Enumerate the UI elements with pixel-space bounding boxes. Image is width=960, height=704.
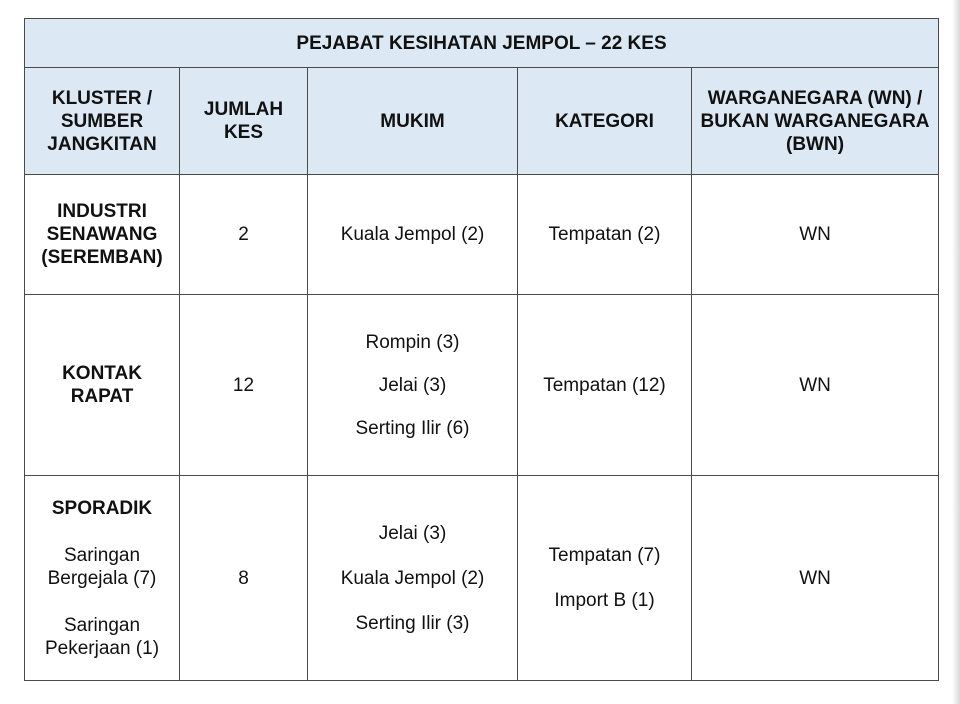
cell-mukim <box>308 175 518 295</box>
table-row <box>25 175 939 295</box>
cell-kluster <box>25 476 180 681</box>
mukim-entry: Rompin (3) <box>365 331 460 353</box>
table-title: PEJABAT KESIHATAN JEMPOL – 22 KES <box>25 19 939 68</box>
mukim-entry: Kuala Jempol (2) <box>340 567 485 589</box>
mukim-entry: Jelai (3) <box>378 522 447 544</box>
cell-wn: WN <box>692 175 939 295</box>
header-warganegara: WARGANEGARA (WN) / BUKAN WARGANEGARA (BWN) <box>692 68 939 175</box>
cell-jumlah: 12 <box>180 295 308 476</box>
cell-kluster: INDUSTRI SENAWANG (SEREMBAN) <box>25 175 180 295</box>
kluster-name: SPORADIK <box>51 497 153 519</box>
page-edge-shadow <box>952 0 960 704</box>
cell-kategori <box>518 476 692 681</box>
kategori-entry: Tempatan (2) <box>548 224 661 245</box>
cell-kategori <box>518 295 692 476</box>
kluster-detail: Saringan Bergejala (7) <box>47 544 157 589</box>
case-table <box>24 18 939 681</box>
table-row <box>25 295 939 476</box>
table-header-row <box>25 68 939 175</box>
kluster-detail: Saringan Pekerjaan (1) <box>44 614 160 659</box>
mukim-entry: Jelai (3) <box>378 374 447 396</box>
cell-mukim <box>308 295 518 476</box>
mukim-entry: Kuala Jempol (2) <box>340 224 485 245</box>
cell-kluster: KONTAK RAPAT <box>25 295 180 476</box>
mukim-entry: Serting Ilir (3) <box>355 612 470 634</box>
cell-wn: WN <box>692 295 939 476</box>
kategori-entry: Tempatan (7) <box>548 545 661 566</box>
kategori-entry: Tempatan (12) <box>543 374 666 396</box>
cell-wn: WN <box>692 476 939 681</box>
header-jumlah: JUMLAH KES <box>180 68 308 175</box>
cell-kategori <box>518 175 692 295</box>
kategori-entry: Import B (1) <box>554 590 655 611</box>
mukim-entry: Serting Ilir (6) <box>355 417 470 439</box>
header-mukim: MUKIM <box>308 68 518 175</box>
table-row <box>25 476 939 681</box>
cell-jumlah: 8 <box>180 476 308 681</box>
cell-jumlah: 2 <box>180 175 308 295</box>
cell-mukim <box>308 476 518 681</box>
header-kategori: KATEGORI <box>518 68 692 175</box>
table-title-row <box>25 19 939 68</box>
header-kluster: KLUSTER / SUMBER JANGKITAN <box>25 68 180 175</box>
